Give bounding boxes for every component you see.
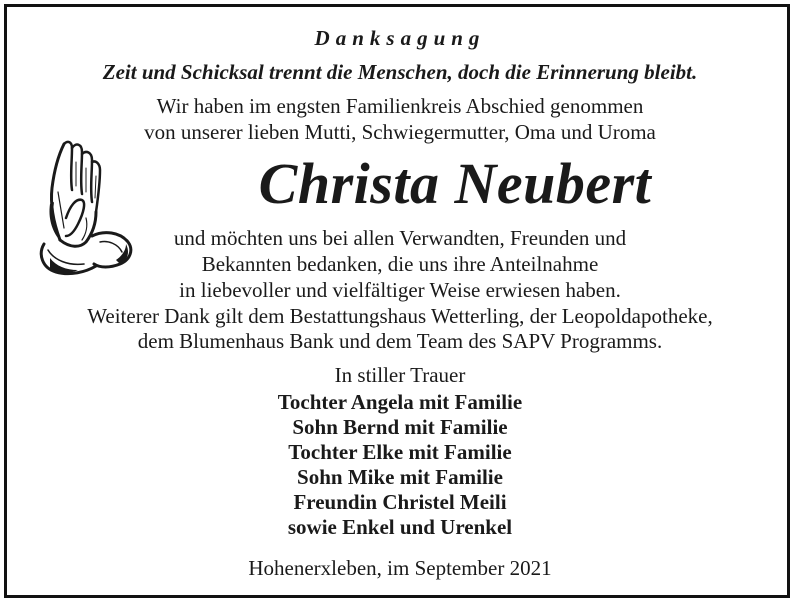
intro-line-1: Wir haben im engsten Familienkreis Abschied genommen: [156, 94, 644, 118]
thanks-line-5: dem Blumenhaus Bank und dem Team des SAPV Programms.: [137, 329, 663, 353]
thanks-line-1: und möchten uns bei allen Verwandten, Freunden und: [173, 226, 627, 250]
notice-heading: Danksagung: [314, 26, 486, 50]
intro-line-2: von unserer lieben Mutti, Schwiegermutter, Oma und Uroma: [144, 120, 656, 144]
family-member: Sohn Bernd mit Familie: [292, 415, 508, 439]
deceased-name: Christa Neubert: [258, 151, 652, 216]
family-member: Tochter Elke mit Familie: [288, 440, 512, 464]
thanks-line-3: in liebevoller und vielfältiger Weise erwiesen haben.: [179, 278, 621, 302]
notice-motto: Zeit und Schicksal trennt die Menschen, doch die Erinnerung bleibt.: [102, 60, 698, 84]
place-date: Hohenerxleben, im September 2021: [248, 556, 552, 580]
family-member: Freundin Christel Meili: [293, 490, 507, 514]
family-member: sowie Enkel und Urenkel: [287, 515, 513, 539]
family-member: Sohn Mike mit Familie: [297, 465, 503, 489]
thanks-line-4: Weiterer Dank gilt dem Bestattungshaus Wetterling, der Leopoldapotheke,: [87, 304, 713, 328]
mourning-label: In stiller Trauer: [334, 363, 466, 387]
family-member: Tochter Angela mit Familie: [277, 390, 523, 414]
thanks-line-2: Bekannten bedanken, die uns ihre Anteilnahme: [201, 252, 599, 276]
